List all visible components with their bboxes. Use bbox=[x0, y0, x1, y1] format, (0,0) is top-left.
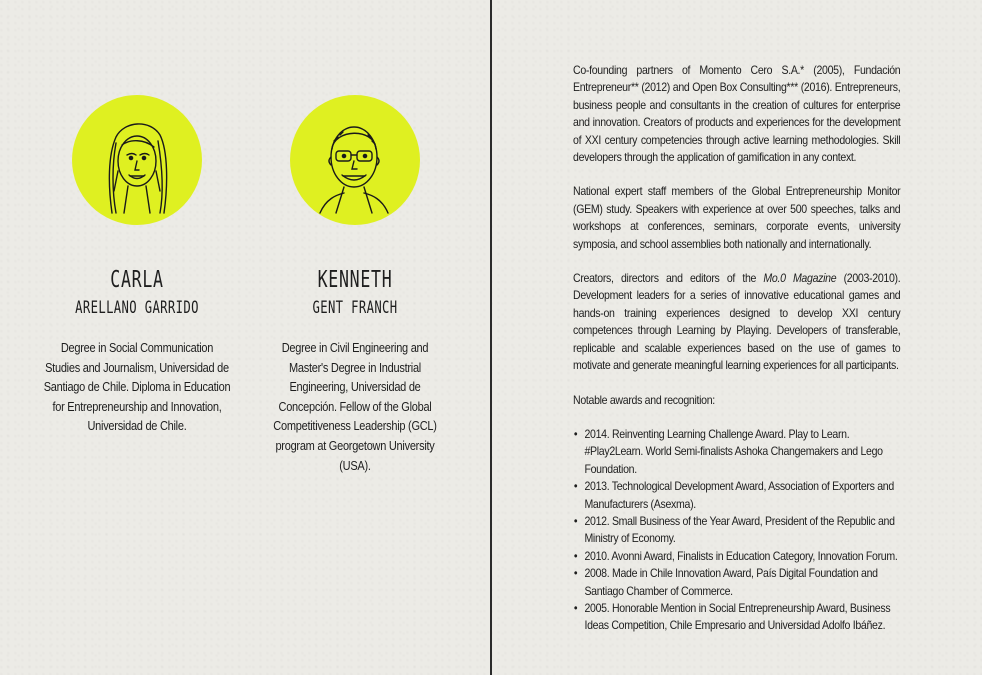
person-last-name: ARELLANO GARRIDO bbox=[75, 298, 199, 318]
list-item: • 2012. Small Business of the Year Award, President of the Republic and Ministry of Economy. bbox=[573, 513, 900, 548]
paragraph-partners: Co-founding partners of Momento Cero S.A.* (2005), Fundación Entrepreneur** (2012) and Open Box Consulting*** (2016). Entrepreneurs, business people and consultants in the creation of cultures for enterprise and innovation. Creators of products and experiences for the development of XXI century competencies through active learning methodologies. Skill developers through the application of gamification in any context. bbox=[573, 63, 901, 165]
list-item: • 2014. Reinventing Learning Challenge Award. Play to Learn. #Play2Learn. World Semi-finalists Ashoka Changemakers and Lego Foundation. bbox=[573, 426, 900, 478]
left-page bbox=[0, 0, 490, 675]
list-item: • 2013. Technological Development Award, Association of Exporters and Manufacturers (Asexma). bbox=[573, 478, 900, 513]
list-item: • 2010. Avonni Award, Finalists in Education Category, Innovation Forum. bbox=[573, 548, 900, 565]
list-item: • 2005. Honorable Mention in Social Entrepreneurship Award, Business Ideas Competition, Chile Empresario and Universidad Adolfo Ibáñez. bbox=[573, 600, 900, 635]
page-divider bbox=[490, 0, 492, 675]
person-carla bbox=[42, 95, 232, 437]
paragraph-creators bbox=[573, 270, 900, 374]
awards-list bbox=[573, 426, 900, 635]
awards-heading: Notable awards and recognition: bbox=[573, 392, 715, 407]
portrait-kenneth bbox=[290, 95, 420, 225]
magazine-title: Mo.0 Magazine bbox=[763, 271, 837, 286]
paragraph-text: (2003-2010). Development leaders for a series of innovative educational games and hands-on training experiences designed to develop XXI century competences through Learning by Playing. Developers of transferable, replicable and scalable experiences based on the use of games to motivate and generate meaningful learning experiences for all participants. bbox=[573, 271, 901, 373]
person-first-name: CARLA bbox=[110, 267, 164, 293]
person-bio: Degree in Civil Engineering and Master's Degree in Industrial Engineering, Universidad de Concepción. Fellow of the Global Competitiveness Leadership (GCL) program at Georgetown University (USA). bbox=[273, 341, 437, 473]
paragraph-gem: National expert staff members of the Global Entrepreneurship Monitor (GEM) study. Speakers with experience at over 500 speeches, talks and workshops at conferences, seminars, corporate events, university symposia, and school assemblies both nationally and internationally. bbox=[573, 184, 901, 251]
paragraph-text: Creators, directors and editors of the bbox=[573, 271, 764, 286]
person-last-name: GENT FRANCH bbox=[312, 298, 398, 318]
list-item: • 2008. Made in Chile Innovation Award, País Digital Foundation and Santiago Chamber of Commerce. bbox=[573, 565, 900, 600]
person-kenneth bbox=[260, 95, 450, 476]
portrait-carla bbox=[72, 95, 202, 225]
right-page bbox=[493, 0, 982, 675]
text-column bbox=[573, 62, 900, 635]
person-bio: Degree in Social Communication Studies and Journalism, Universidad de Santiago de Chile. Diploma in Education for Entrepreneurship and Innovation, Universidad de Chile. bbox=[43, 341, 231, 434]
person-first-name: KENNETH bbox=[317, 267, 393, 293]
